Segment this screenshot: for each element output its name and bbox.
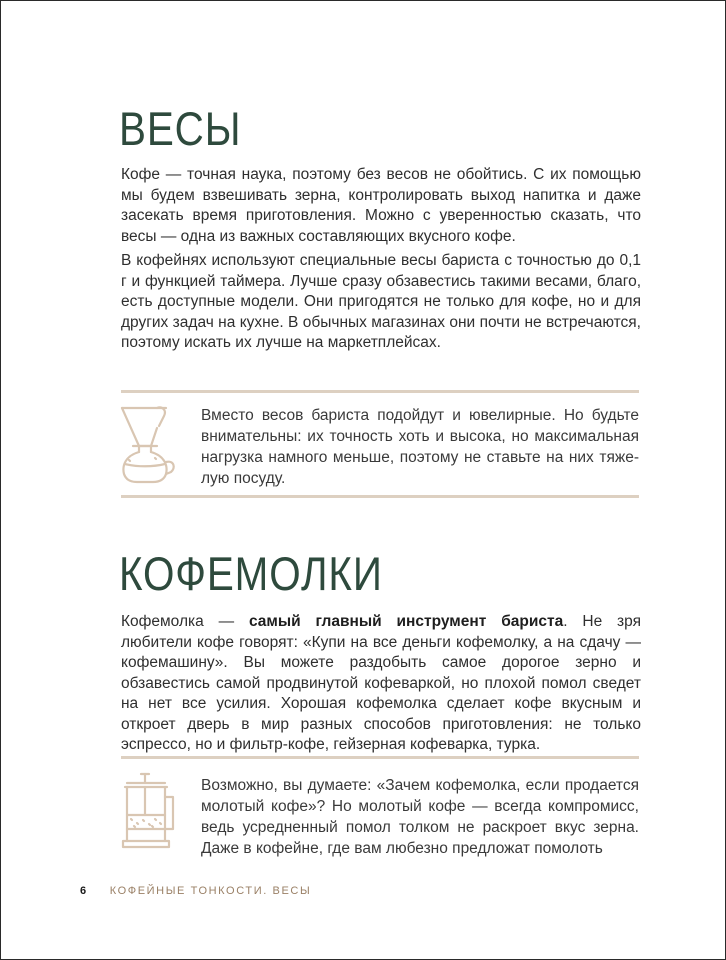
grinders-paragraph [121, 612, 641, 756]
scales-paragraph-2: В кофейнях используют специальные весы бариста с точностью до 0,1 г и функцией таймера. Лучше сразу обзавестись такими весами, благо, есть доступные модели. Они пригодятся не только для кофе, но и для других задач на кухне. В обычных магазинах они почти не встречаются, поэтому искать их лучше на маркетплейсах. [121, 252, 641, 351]
note-divider-2 [121, 756, 639, 759]
pour-over-icon [119, 404, 177, 484]
note-top-divider [121, 390, 639, 393]
page-footer [80, 885, 311, 897]
note-bottom-divider [121, 495, 639, 498]
scales-paragraph-1: Кофе — точная наука, поэтому без весов не обойтись. С их помощью мы будем взвешивать зерна, контролировать выход напитка и даже засекать время приготовления. Можно с уверенностью сказать, что весы — одна из важных составляющих вкусного кофе. [121, 166, 641, 245]
grinders-note-text: Возможно, вы думаете: «Зачем кофемолка, если продается молотый кофе»? Но молотый кофе — всегда компромисс, ведь усредненный помол толком не раскроет вкус зерна. Даже в кофейне, где вам любезно предложат помолоть [201, 777, 639, 857]
french-press-icon [119, 771, 179, 851]
grinders-paragraph-lead: Кофемолка — [121, 613, 249, 630]
section-title-scales: ВЕСЫ [119, 102, 242, 155]
page-number: 6 [80, 885, 88, 897]
running-title: КОФЕЙНЫЕ ТОНКОСТИ. ВЕСЫ [109, 885, 312, 897]
section-title-grinders: КОФЕМОЛКИ [119, 547, 383, 600]
scales-note-text: Вместо весов бариста подойдут и ювелирные. Но будьте внимательны: их точность хоть и высока, но максимальная нагрузка намного меньше, поэтому не ставьте на них тяжелую посуду. [201, 407, 639, 487]
grinders-paragraph-rest: . Не зря любители кофе говорят: «Купи на все деньги кофемолку, а на сдачу — кофемашину». Вы можете раздобыть самое дорогое зерно и обзавестись самой продвинутой кофеваркой, но плохой помол сведет на нет все усилия. Хорошая кофемолка сделает кофе вкусным и откроет дверь в мир разных способов приготовления: не только эспрессо, но и фильтр-кофе, гейзерная кофеварка, турка. [121, 613, 641, 753]
grinders-paragraph-bold: самый главный инструмент бариста [248, 613, 564, 630]
